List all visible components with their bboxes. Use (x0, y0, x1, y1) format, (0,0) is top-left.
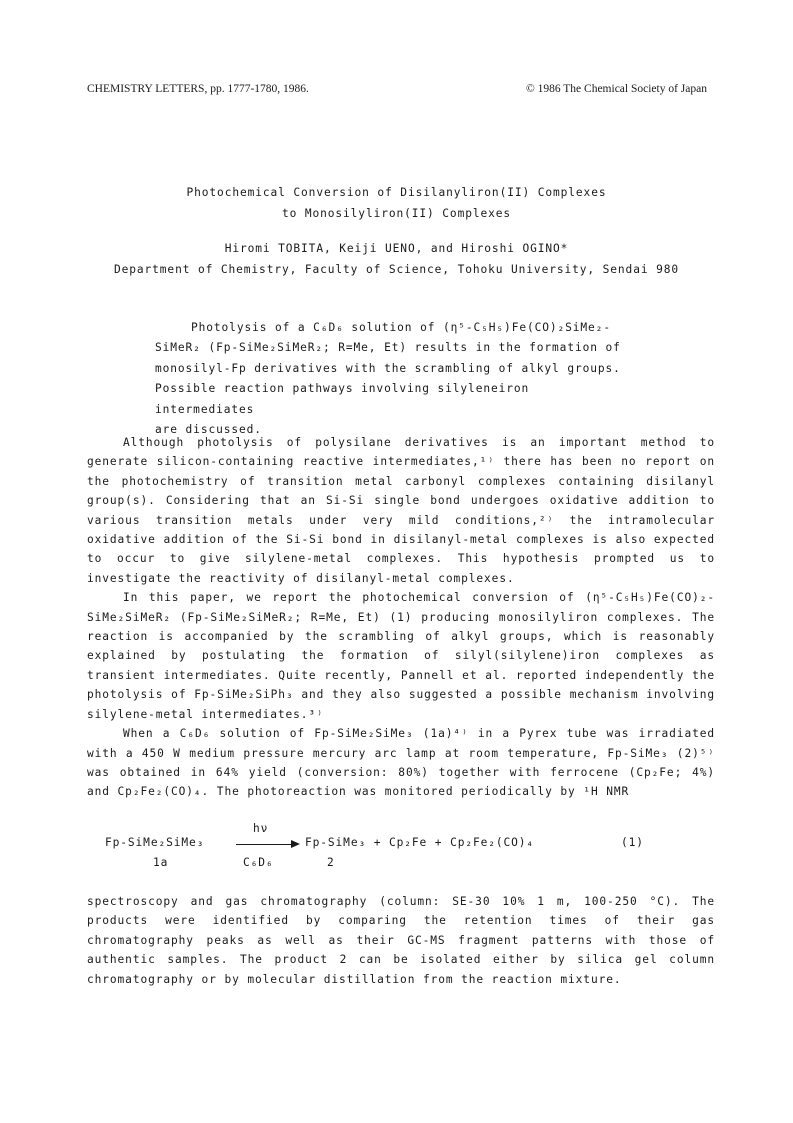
author-names: Hiromi TOBITA, Keiji UENO, and Hiroshi OGINO* (224, 242, 569, 255)
title-line-1: Photochemical Conversion of Disilanyliron(II) Complexes (186, 186, 607, 199)
author-block (0, 238, 793, 280)
scheme-reactant: Fp-SiMe₂SiMe₃ (105, 836, 205, 849)
body-paragraph-1: Although photolysis of polysilane derivatives is an important method to generate silicon-containing reactive intermediates,¹⁾ there has been no report on the photochemistry of transition metal carbonyl complexes containing disilanyl group(s). Considering that an Si-Si single bond undergoes oxidative addition to various transition metals under very mild conditions,²⁾ the intramolecular oxidative addition of the Si-Si bond in disilanyl-metal complexes is also expected to occur to give silylene-metal complexes. This hypothesis prompted us to investigate the reactivity of disilanyl-metal complexes. (87, 436, 715, 585)
equation-number: (1) (621, 836, 644, 849)
copyright-notice: © 1986 The Chemical Society of Japan (526, 83, 707, 95)
paper-title (0, 182, 793, 224)
body-paragraph-2: In this paper, we report the photochemical conversion of (η⁵-C₅H₅)Fe(CO)₂-SiMe₂SiMeR₂ (Fp-SiMe₂SiMeR₂; R=Me, Et) (1) producing monosilyliron complexes. The reaction is accompanied by the scrambling of alkyl groups, which is reasonably explained by postulating the formation of silyl(silylene)iron complexes as transient intermediates. Quite recently, Pannell et al. reported independently the photolysis of Fp-SiMe₂SiPh₃ and they also suggested a possible mechanism involving silylene-metal intermediates.³⁾ (87, 591, 715, 721)
abstract-line: SiMeR₂ (Fp-SiMe₂SiMeR₂; R=Me, Et) results in the formation of (155, 341, 621, 355)
abstract (155, 318, 625, 440)
journal-citation: CHEMISTRY LETTERS, pp. 1777-1780, 1986. (87, 83, 309, 95)
scheme-products: Fp-SiMe₃ + Cp₂Fe + Cp₂Fe₂(CO)₄ (305, 836, 535, 849)
abstract-line: monosilyl-Fp derivatives with the scrambling of alkyl groups. (155, 361, 621, 375)
abstract-line: Photolysis of a C₆D₆ solution of (η⁵-C₅H₅)Fe(CO)₂SiMe₂- (191, 321, 611, 334)
scheme-above-arrow: hν (253, 822, 269, 835)
reaction-scheme (87, 822, 715, 880)
body-text-continued (87, 892, 715, 989)
scheme-product-label: 2 (327, 856, 335, 869)
abstract-line: Possible reaction pathways involving silyleneiron intermediates (155, 382, 530, 416)
body-text (87, 433, 715, 802)
author-affiliation: Department of Chemistry, Faculty of Science, Tohoku University, Sendai 980 (113, 263, 680, 276)
title-line-2: to Monosilyliron(II) Complexes (281, 207, 512, 220)
abstract-line: are discussed. (155, 423, 262, 437)
reaction-arrow-line (236, 844, 293, 845)
scheme-below-arrow: C₆D₆ (243, 856, 274, 869)
body-paragraph-3: When a C₆D₆ solution of Fp-SiMe₂SiMe₃ (1a)⁴⁾ in a Pyrex tube was irradiated with a 450 W medium pressure mercury arc lamp at room temperature, Fp-SiMe₃ (2)⁵⁾ was obtained in 64% yield (conversion: 80%) together with ferrocene (Cp₂Fe; 4%) and Cp₂Fe₂(CO)₄. The photoreaction was monitored periodically by ¹H NMR (87, 727, 715, 799)
scheme-reactant-label: 1a (153, 856, 169, 869)
body-paragraph-4: spectroscopy and gas chromatography (column: SE-30 10% 1 m, 100-250 °C). The products were identified by comparing the retention times of their gas chromatography peaks as well as their GC-MS fragment patterns with those of authentic samples. The product 2 can be isolated either by silica gel column chromatography or by molecular distillation from the reaction mixture. (87, 895, 715, 986)
reaction-arrow-head (291, 840, 300, 848)
